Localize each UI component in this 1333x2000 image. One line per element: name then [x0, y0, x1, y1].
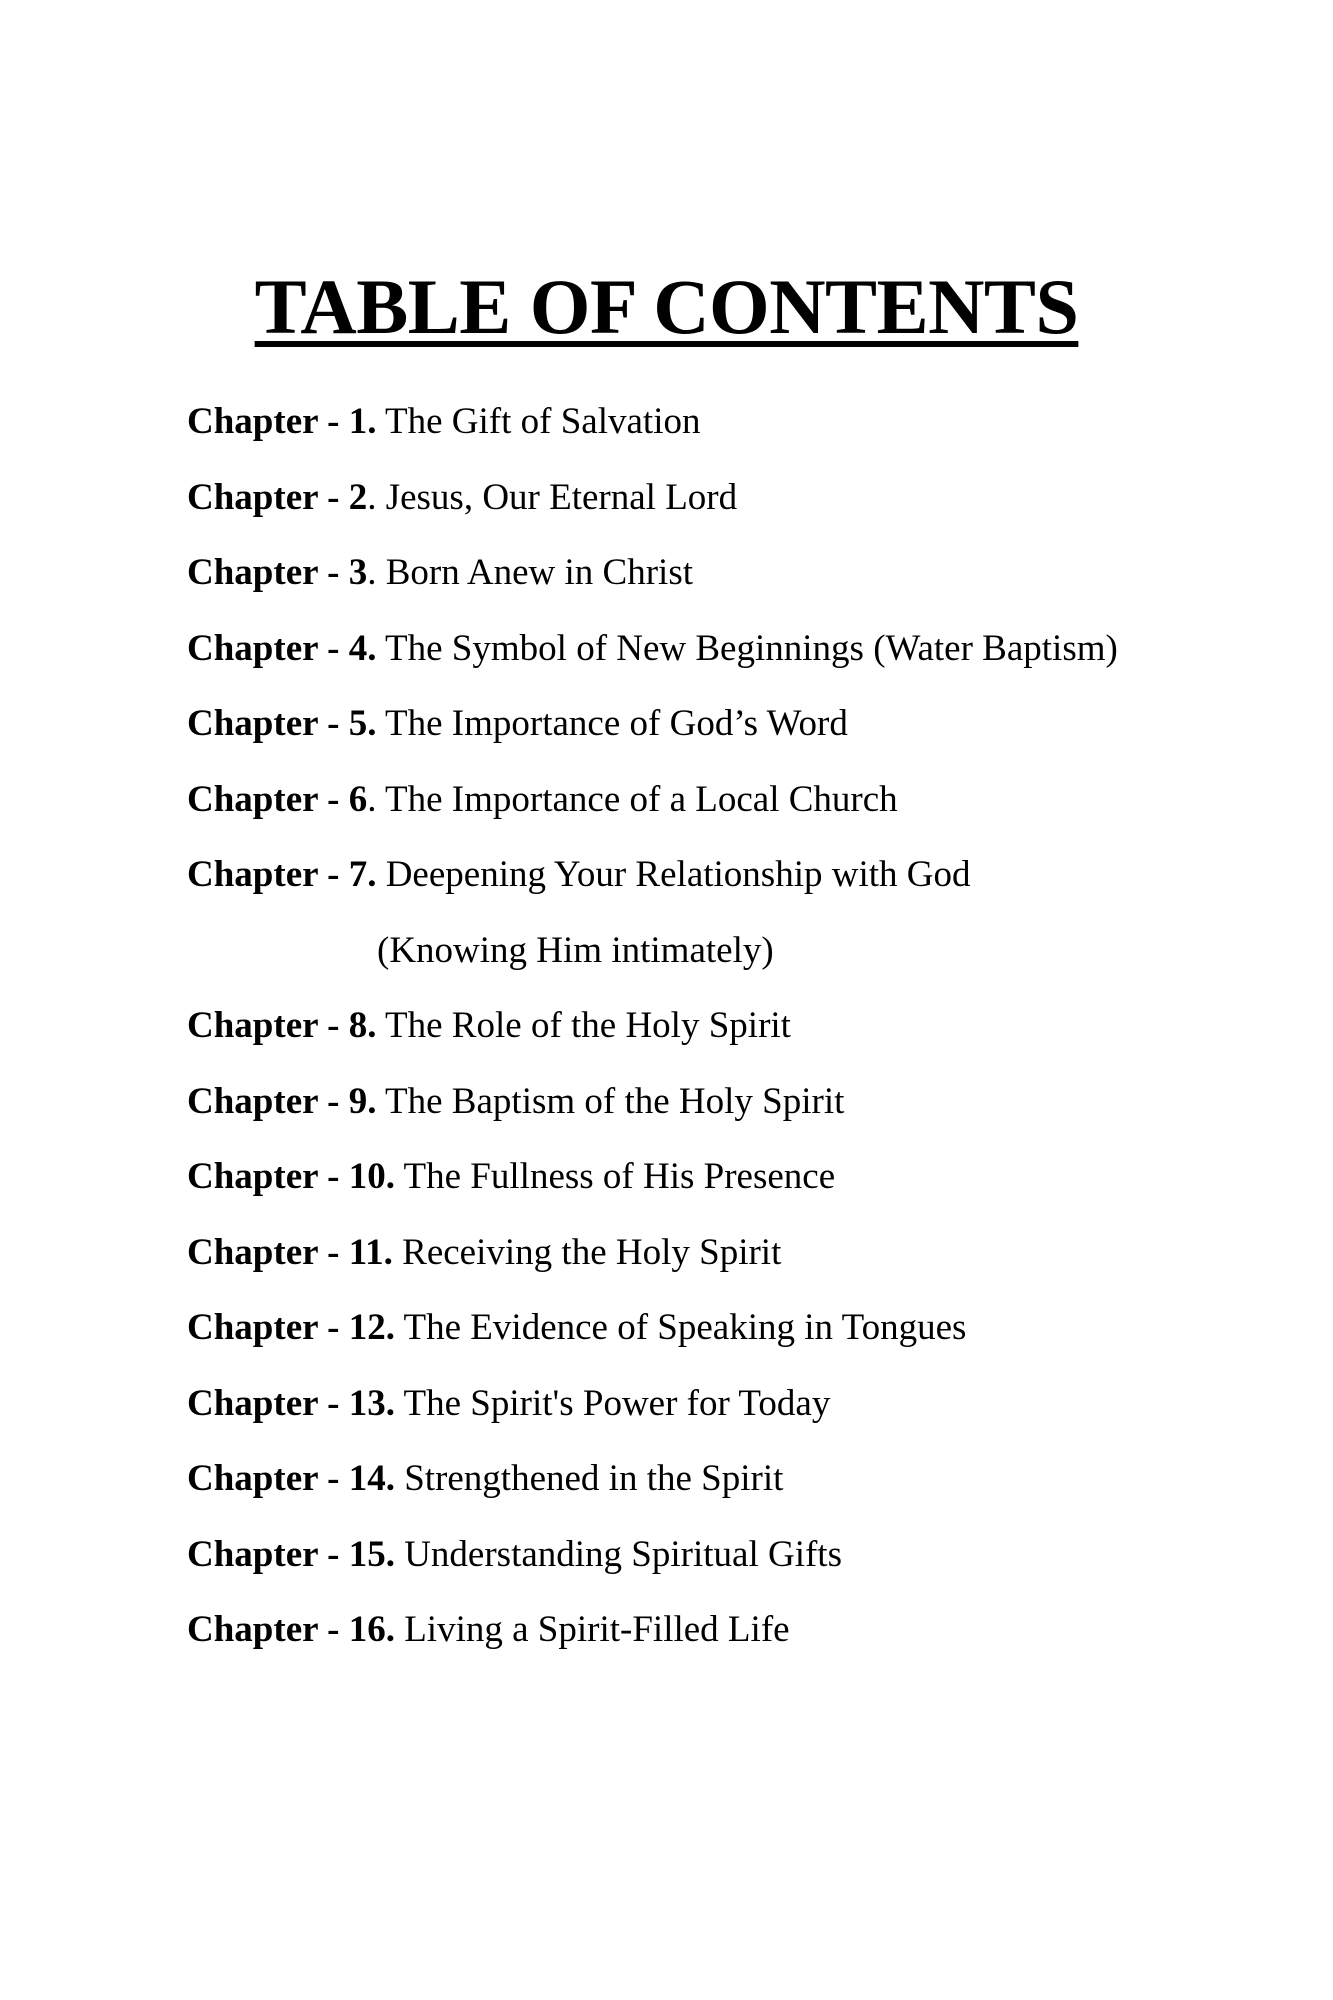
toc-entry-chapter-16 [187, 1600, 1287, 1676]
toc-entry-chapter-1 [187, 392, 1287, 468]
chapter-label: Chapter - 1. [187, 401, 377, 442]
toc-entry-chapter-7-continuation [187, 921, 1287, 997]
chapter-label: Chapter - 14. [187, 1458, 395, 1499]
chapter-label: Chapter - 3 [187, 552, 368, 593]
chapter-title: Jesus, Our Eternal Lord [376, 476, 738, 518]
chapter-title: Living a Spirit-Filled Life [394, 1609, 790, 1650]
chapter-title-continuation: (Knowing Him intimately) [377, 929, 774, 971]
chapter-title: The Evidence of Speaking in Tongues [394, 1307, 967, 1348]
chapter-separator: . [367, 552, 377, 593]
chapter-label: Chapter - 15. [187, 1533, 395, 1575]
chapter-title: The Importance of God’s Word [376, 703, 848, 744]
chapter-label: Chapter - 13. [187, 1382, 395, 1424]
chapter-title: Strengthened in the Spirit [394, 1458, 784, 1499]
toc-entry-chapter-11 [187, 1223, 1287, 1299]
toc-entry-chapter-10 [187, 1147, 1287, 1223]
chapter-title: The Importance of a Local Church [376, 778, 898, 820]
chapter-title: Understanding Spiritual Gifts [394, 1533, 842, 1575]
toc-entry-chapter-12 [187, 1298, 1287, 1374]
chapter-title: Receiving the Holy Spirit [392, 1231, 782, 1273]
chapter-title: The Spirit's Power for Today [394, 1382, 831, 1424]
toc-entry-chapter-8 [187, 996, 1287, 1072]
chapter-title: The Gift of Salvation [376, 401, 701, 442]
chapter-label: Chapter - 6 [187, 778, 368, 820]
toc-entry-chapter-13 [187, 1374, 1287, 1450]
table-of-contents [187, 392, 1287, 1676]
toc-entry-chapter-7 [187, 845, 1287, 921]
chapter-title: The Fullness of His Presence [394, 1156, 836, 1197]
toc-entry-chapter-6 [187, 770, 1287, 846]
toc-entry-chapter-5 [187, 694, 1287, 770]
page-title: TABLE OF CONTENTS [254, 263, 1079, 350]
chapter-label: Chapter - 8. [187, 1005, 377, 1046]
toc-entry-chapter-2 [187, 468, 1287, 544]
chapter-title: Deepening Your Relationship with God [376, 854, 971, 895]
chapter-label: Chapter - 2 [187, 476, 368, 518]
chapter-title: The Baptism of the Holy Spirit [376, 1080, 845, 1122]
chapter-separator: . [367, 476, 377, 518]
chapter-title: The Role of the Holy Spirit [376, 1005, 791, 1046]
chapter-label: Chapter - 16. [187, 1609, 395, 1650]
chapter-title: The Symbol of New Beginnings (Water Baptism) [376, 627, 1118, 669]
toc-entry-chapter-14 [187, 1449, 1287, 1525]
toc-entry-chapter-4 [187, 619, 1287, 695]
chapter-label: Chapter - 4. [187, 627, 377, 669]
chapter-label: Chapter - 12. [187, 1307, 395, 1348]
chapter-label: Chapter - 5. [187, 703, 377, 744]
toc-entry-chapter-9 [187, 1072, 1287, 1148]
chapter-label: Chapter - 7. [187, 854, 377, 895]
chapter-separator: . [367, 778, 377, 820]
chapter-label: Chapter - 9. [187, 1080, 377, 1122]
chapter-title: Born Anew in Christ [376, 552, 694, 593]
chapter-label: Chapter - 10. [187, 1156, 395, 1197]
toc-entry-chapter-15 [187, 1525, 1287, 1601]
toc-entry-chapter-3 [187, 543, 1287, 619]
chapter-label: Chapter - 11. [187, 1231, 393, 1273]
